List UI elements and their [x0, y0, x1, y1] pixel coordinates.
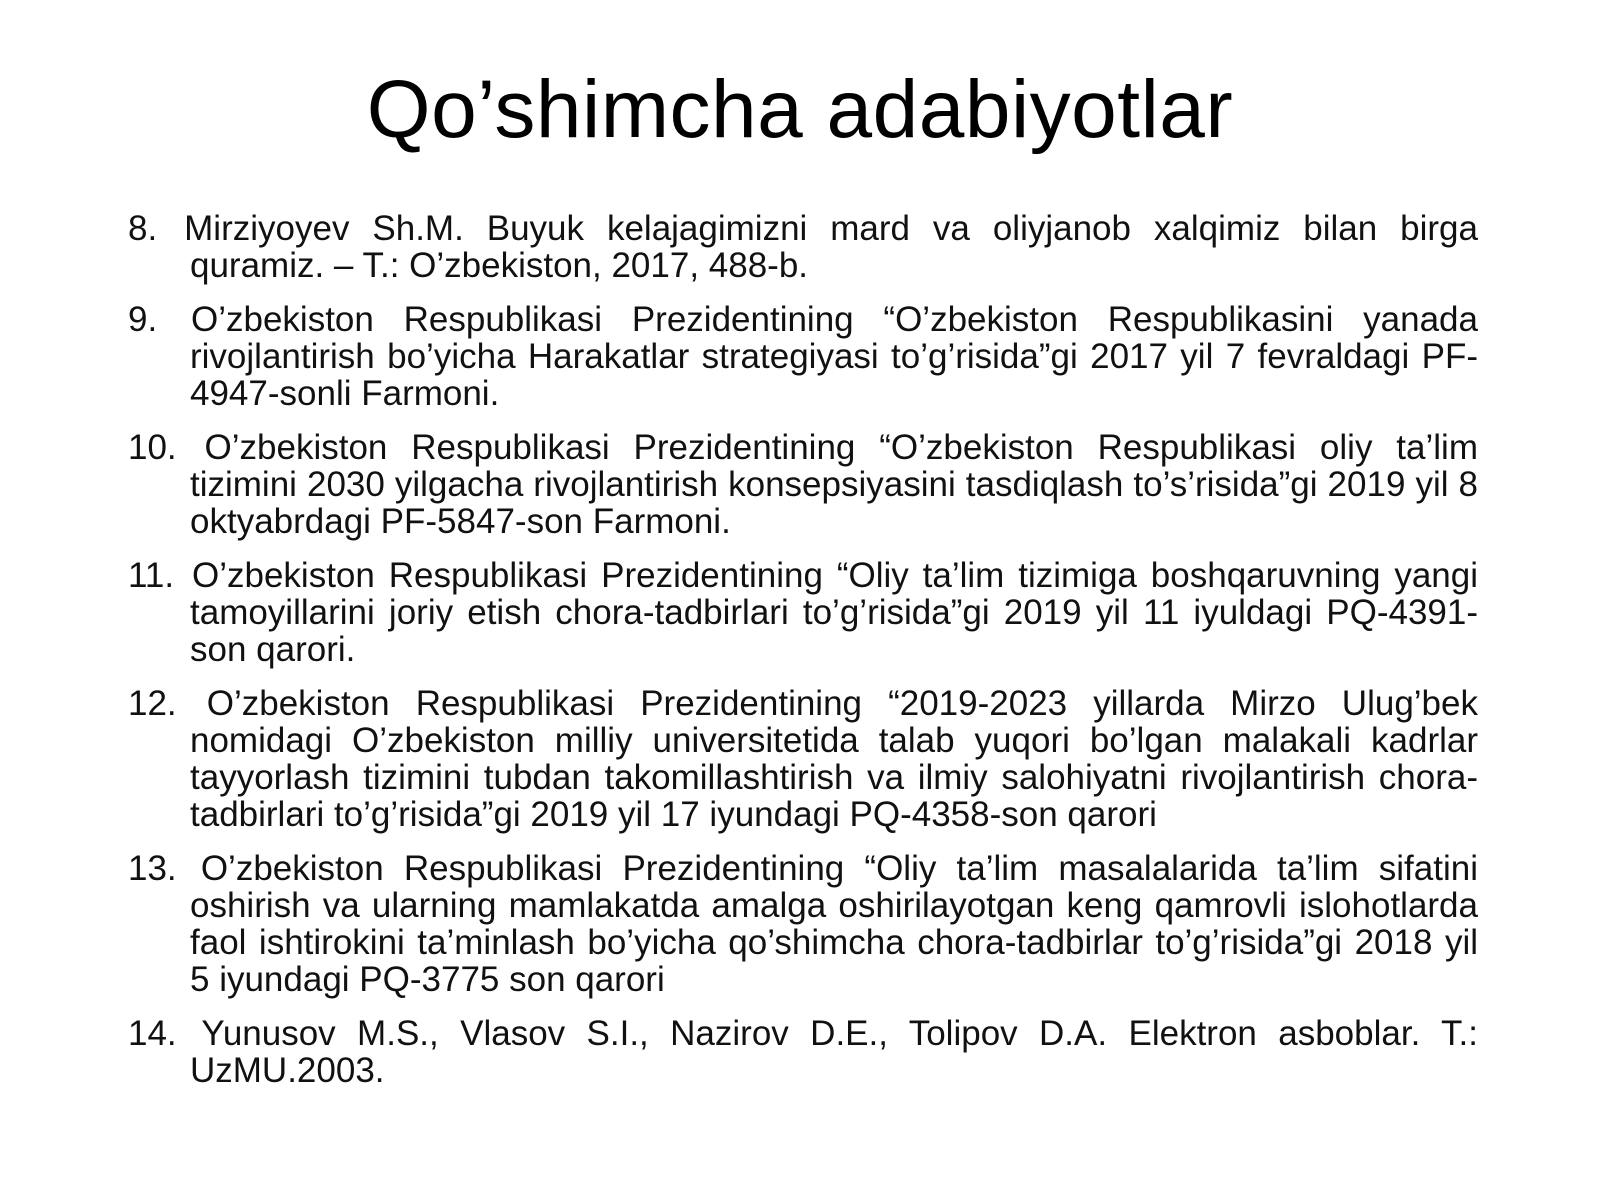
- reference-item: [128, 557, 1478, 668]
- reference-item: [128, 1015, 1478, 1089]
- reference-item: [128, 685, 1478, 833]
- reference-text: O’zbekiston Respublikasi Prezidentining “Oliy ta’lim tizimiga boshqaruvning yangi tamoyillarini joriy etish chora-tadbirlari to’g’risida”gi 2019 yil 11 iyuldagi PQ-4391-son qarori.: [190, 556, 1478, 669]
- reference-item: [128, 429, 1478, 540]
- reference-number: 9.: [128, 300, 158, 339]
- reference-number: 8.: [128, 209, 158, 248]
- reference-text: O’zbekiston Respublikasi Prezidentining “2019-2023 yillarda Mirzo Ulug’bek nomidagi O’zbekiston milliy universitetida talab yuqori bo’lgan malakali kadrlar tayyorlash tizimini tubdan takomillashtirish va ilmiy salohiyatni rivojlantirish chora-tadbirlari to’g’risida”gi 2019 yil 17 iyundagi PQ-4358-son qarori: [190, 684, 1478, 834]
- reference-text: Yunusov M.S., Vlasov S.I., Nazirov D.E., Tolipov D.A. Elektron asboblar. T.: UzMU.2003.: [190, 1014, 1478, 1090]
- reference-item: [128, 210, 1478, 284]
- reference-text: O’zbekiston Respublikasi Prezidentining “O’zbekiston Respublikasi oliy ta’lim tizimini 2030 yilgacha rivojlantirish konsepsiyasini tasdiqlash to’s’risida”gi 2019 yil 8 oktyabrdagi PF-5847-son Farmoni.: [190, 428, 1478, 541]
- reference-number: 13.: [128, 849, 177, 888]
- reference-number: 12.: [128, 684, 177, 723]
- reference-text: O’zbekiston Respublikasi Prezidentining “Oliy ta’lim masalalarida ta’lim sifatini oshirish va ularning mamlakatda amalga oshirilayotgan keng qamrovli islohotlarda faol ishtirokini ta’minlash bo’yicha qo’shimcha chora-tadbirlar to’g’risida”gi 2018 yil 5 iyundagi PQ-3775 son qarori: [190, 849, 1478, 999]
- reference-text: Mirziyoyev Sh.M. Buyuk kelajagimizni mard va oliyjanob xalqimiz bilan birga quramiz. – T.: O’zbekiston, 2017, 488-b.: [184, 209, 1478, 285]
- reference-text: O’zbekiston Respublikasi Prezidentining “O’zbekiston Respublikasini yanada rivojlantirish bo’yicha Harakatlar strategiyasi to’g’risida”gi 2017 yil 7 fevraldagi PF-4947-sonli Farmoni.: [190, 300, 1478, 413]
- reference-list: [128, 210, 1478, 1106]
- reference-number: 10.: [128, 428, 177, 467]
- slide-title: Qo’shimcha adabiyotlar: [366, 64, 1234, 155]
- reference-number: 14.: [128, 1014, 177, 1053]
- reference-item: [128, 301, 1478, 412]
- reference-number: 11.: [128, 556, 175, 595]
- reference-item: [128, 850, 1478, 998]
